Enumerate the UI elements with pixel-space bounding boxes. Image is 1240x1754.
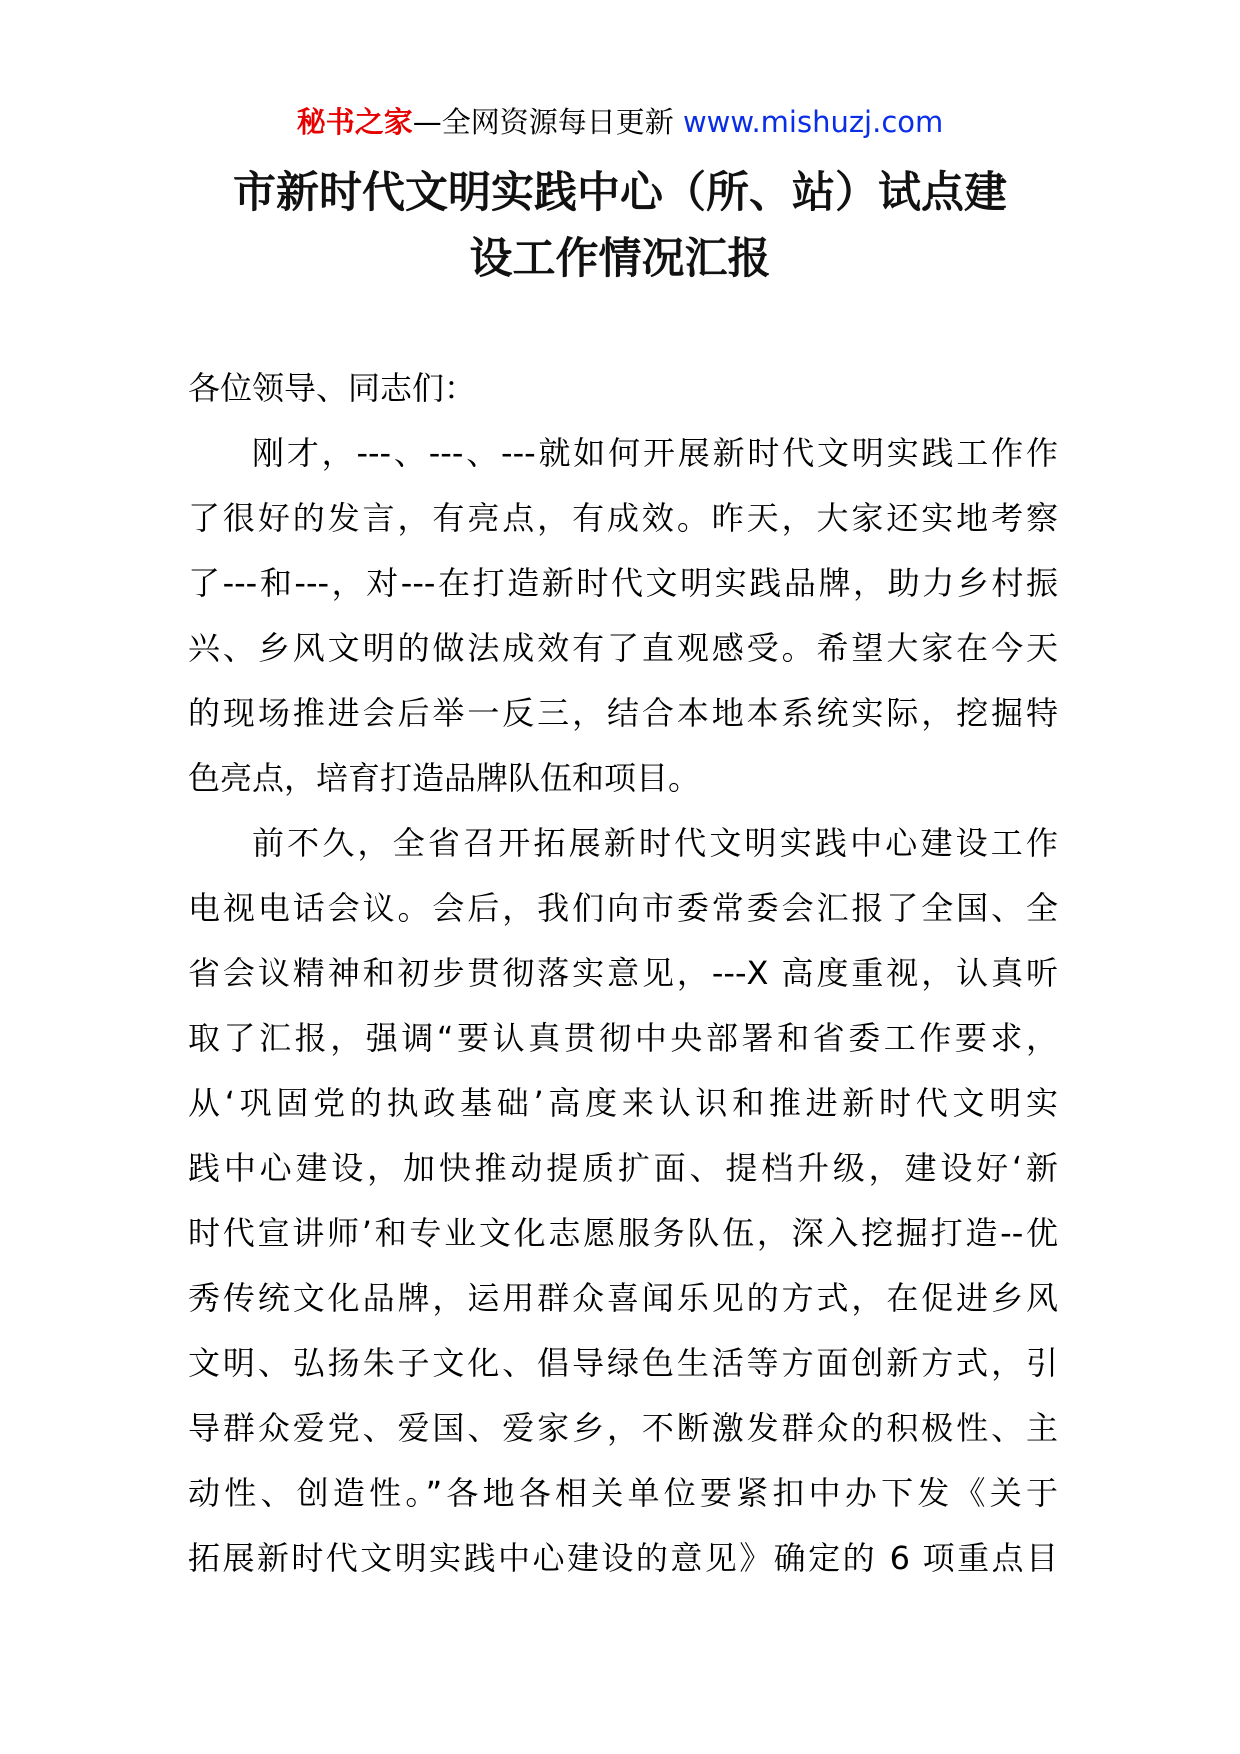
paragraph-line: 了---和---，对---在打造新时代文明实践品牌，助力乡村振	[188, 564, 1058, 602]
paragraph-line: 从‘巩固党的执政基础’高度来认识和推进新时代文明实	[188, 1084, 1058, 1122]
paragraph-line: 兴、乡风文明的做法成效有了直观感受。希望大家在今天	[188, 629, 1058, 667]
document-body	[188, 356, 1058, 1591]
paragraph-line: 秀传统文化品牌，运用群众喜闻乐见的方式，在促进乡风	[188, 1279, 1058, 1317]
title-line-1: 市新时代文明实践中心（所、站）试点建	[233, 168, 1007, 218]
paragraph-line: 了很好的发言，有亮点，有成效。昨天，大家还实地考察	[188, 499, 1058, 537]
brand-name: 秘书之家	[296, 105, 413, 139]
paragraph-line: 色亮点，培育打造品牌队伍和项目。	[188, 759, 701, 797]
paragraph-line: 省会议精神和初步贯彻落实意见，---X 高度重视，认真听	[188, 954, 1058, 992]
paragraph-2	[188, 811, 1058, 1591]
paragraph-line: 取了汇报，强调“要认真贯彻中央部署和省委工作要求，	[188, 1019, 1058, 1057]
paragraph-1	[188, 421, 1058, 811]
site-url-link[interactable]: www.mishuzj.com	[682, 105, 944, 139]
paragraph-line: 前不久，全省召开拓展新时代文明实践中心建设工作	[252, 824, 1058, 862]
paragraph-line: 动性、创造性。”各地各相关单位要紧扣中办下发《关于	[188, 1474, 1058, 1512]
document-title	[160, 160, 1080, 292]
paragraph-line: 践中心建设，加快推动提质扩面、提档升级，建设好‘新	[188, 1149, 1058, 1187]
paragraph-line: 的现场推进会后举一反三，结合本地本系统实际，挖掘特	[188, 694, 1058, 732]
header-tagline: —全网资源每日更新	[412, 105, 683, 139]
salutation: 各位领导、同志们：	[188, 369, 477, 407]
paragraph-line: 文明、弘扬朱子文化、倡导绿色生活等方面创新方式，引	[188, 1344, 1058, 1382]
watermark-header	[0, 100, 1240, 144]
paragraph-line: 刚才，---、---、---就如何开展新时代文明实践工作作	[252, 434, 1058, 472]
paragraph-line: 导群众爱党、爱国、爱家乡，不断激发群众的积极性、主	[188, 1409, 1058, 1447]
paragraph-line: 时代宣讲师’和专业文化志愿服务队伍，深入挖掘打造--优	[188, 1214, 1058, 1252]
title-line-2: 设工作情况汇报	[469, 234, 771, 284]
paragraph-line: 电视电话会议。会后，我们向市委常委会汇报了全国、全	[188, 889, 1058, 927]
paragraph-line: 拓展新时代文明实践中心建设的意见》确定的 6 项重点目	[188, 1539, 1058, 1577]
